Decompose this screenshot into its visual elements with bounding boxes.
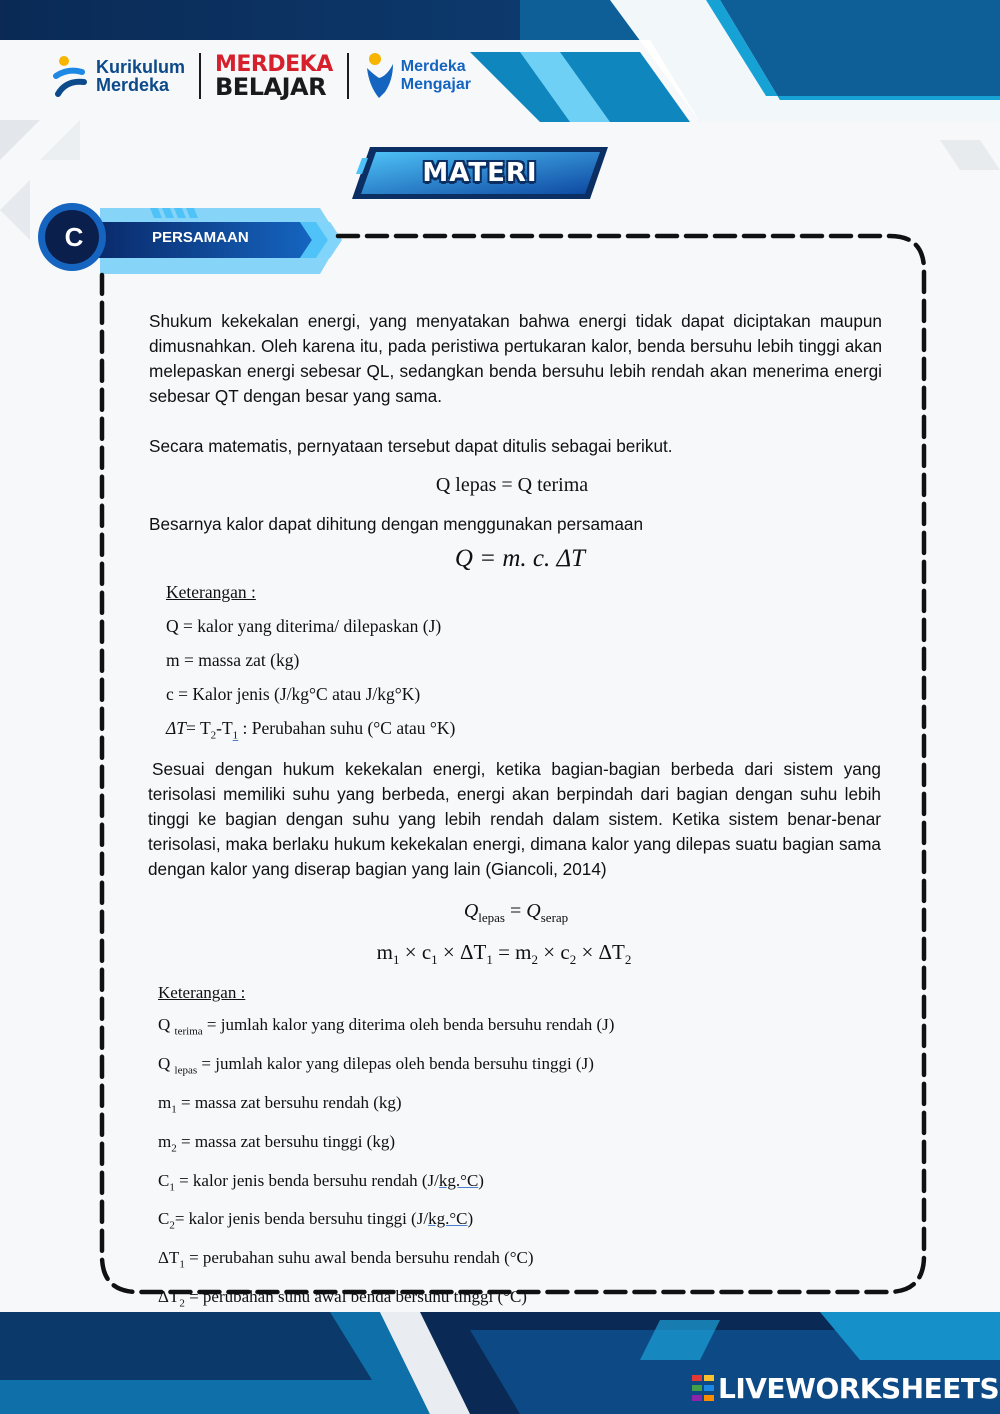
materi-banner: MATERI	[422, 158, 538, 188]
legend-heat-formula	[166, 575, 455, 753]
legend-black-principle	[158, 977, 614, 1320]
logo-separator	[347, 53, 349, 99]
merdeka-belajar-logo: MERDEKA BELAJAR	[215, 52, 333, 101]
legend-item-q: Q = kalor yang diterima/ dilepaskan (J)	[166, 616, 442, 636]
paragraph-intro: Shukum kekekalan energi, yang menyatakan bahwa energi tidak dapat diciptakan maupun dimusnahkan. Oleh karena itu, pada peristiwa pertukaran kalor, benda bersuhu lebih tinggi akan melepaskan energi sebesar QL, sedangkan benda bersuhu lebih rendah akan menerima energi sebesar QT dengan besar yang sama.	[149, 311, 882, 406]
merdeka-mengajar-logo: Merdeka Mengajar	[363, 52, 471, 100]
legend-item-q-lepas: Q $_{lepas}$ = jumlah kalor yang dilepas oleh benda bersuhu tinggi (J)	[158, 1054, 594, 1077]
header-logos	[52, 50, 471, 102]
section-title: PERSAMAAN	[152, 229, 249, 246]
legend-item-q-terima: Q $_{terima}$ = jumlah kalor yang diterima oleh benda bersuhu rendah (J)	[158, 1015, 615, 1038]
kurikulum-merdeka-logo: Kurikulum Merdeka	[52, 54, 185, 98]
legend-item-c1: $C_1$ = kalor jenis benda bersuhu rendah (J/kg.°C)	[158, 1170, 484, 1193]
legend-item-delta-t2: $\Delta T_2$ = perubahan suhu awal benda bersuhu tinggi (°C)	[158, 1286, 527, 1310]
liveworksheets-brand[interactable]	[692, 1372, 999, 1404]
equation-black-principle: $m_1 \times c_1 \times \Delta T_1 = m_2 \times c_2 \times \Delta T_2$	[376, 940, 632, 968]
equation-heat: Q = m. c. ΔT	[454, 545, 586, 572]
kurikulum-figure-icon	[52, 54, 90, 98]
legend-item-c: c = Kalor jenis (J/kg°C atau J/kg°K)	[166, 684, 421, 704]
mengajar-figure-icon	[363, 52, 397, 100]
legend-item-m1: $m_1$ = massa zat bersuhu rendah (kg)	[158, 1093, 402, 1116]
liveworksheets-name: LIVEWORKSHEETS	[718, 1371, 1000, 1405]
legend-heading: Keterangan :	[158, 983, 246, 1002]
paragraph-math-statement: Secara matematis, pernyataan tersebut dapat ditulis sebagai berikut.	[149, 436, 673, 456]
paragraph-heat-formula-intro: Besarnya kalor dapat dihitung dengan menggunakan persamaan	[149, 514, 644, 534]
paragraph-conservation: Sesuai dengan hukum kekekalan energi, ketika bagian-bagian berbeda dari sistem yang terisolasi memiliki suhu yang berbeda, energi akan berpindah dari bagian dengan suhu lebih tinggi ke bagian dengan suhu yang lebih rendah dalam sistem. Ketika sistem benar-benar terisolasi, maka berlaku hukum kekekalan energi, dimana kalor yang dilepas suatu bagian sama dengan kalor yang diserap bagian yang lain (Giancoli, 2014)	[148, 759, 881, 879]
legend-heading: Keterangan :	[166, 582, 256, 602]
legend-item-c2: $C_2=$ kalor jenis benda bersuhu tinggi (J/kg.°C)	[158, 1209, 474, 1232]
legend-item-delta-t: $\Delta T= T_2-T_1$ : Perubahan suhu (°C atau °K)	[166, 718, 456, 742]
logo-separator	[199, 53, 201, 99]
equation-q-lepas-terima: Q lepas = Q terima	[435, 474, 589, 496]
section-letter: C	[64, 221, 84, 252]
liveworksheets-logo-icon	[692, 1375, 714, 1401]
legend-item-m2: $m_2$ = massa zat bersuhu tinggi (kg)	[158, 1131, 395, 1155]
legend-item-delta-t1: $\Delta T_1$ = perubahan suhu awal benda bersuhu rendah (°C)	[158, 1248, 534, 1271]
legend-item-m: m = massa zat (kg)	[166, 650, 300, 670]
equation-q-lepas-serap: $Q_{lepas} = Q_{serap}$	[463, 900, 569, 925]
